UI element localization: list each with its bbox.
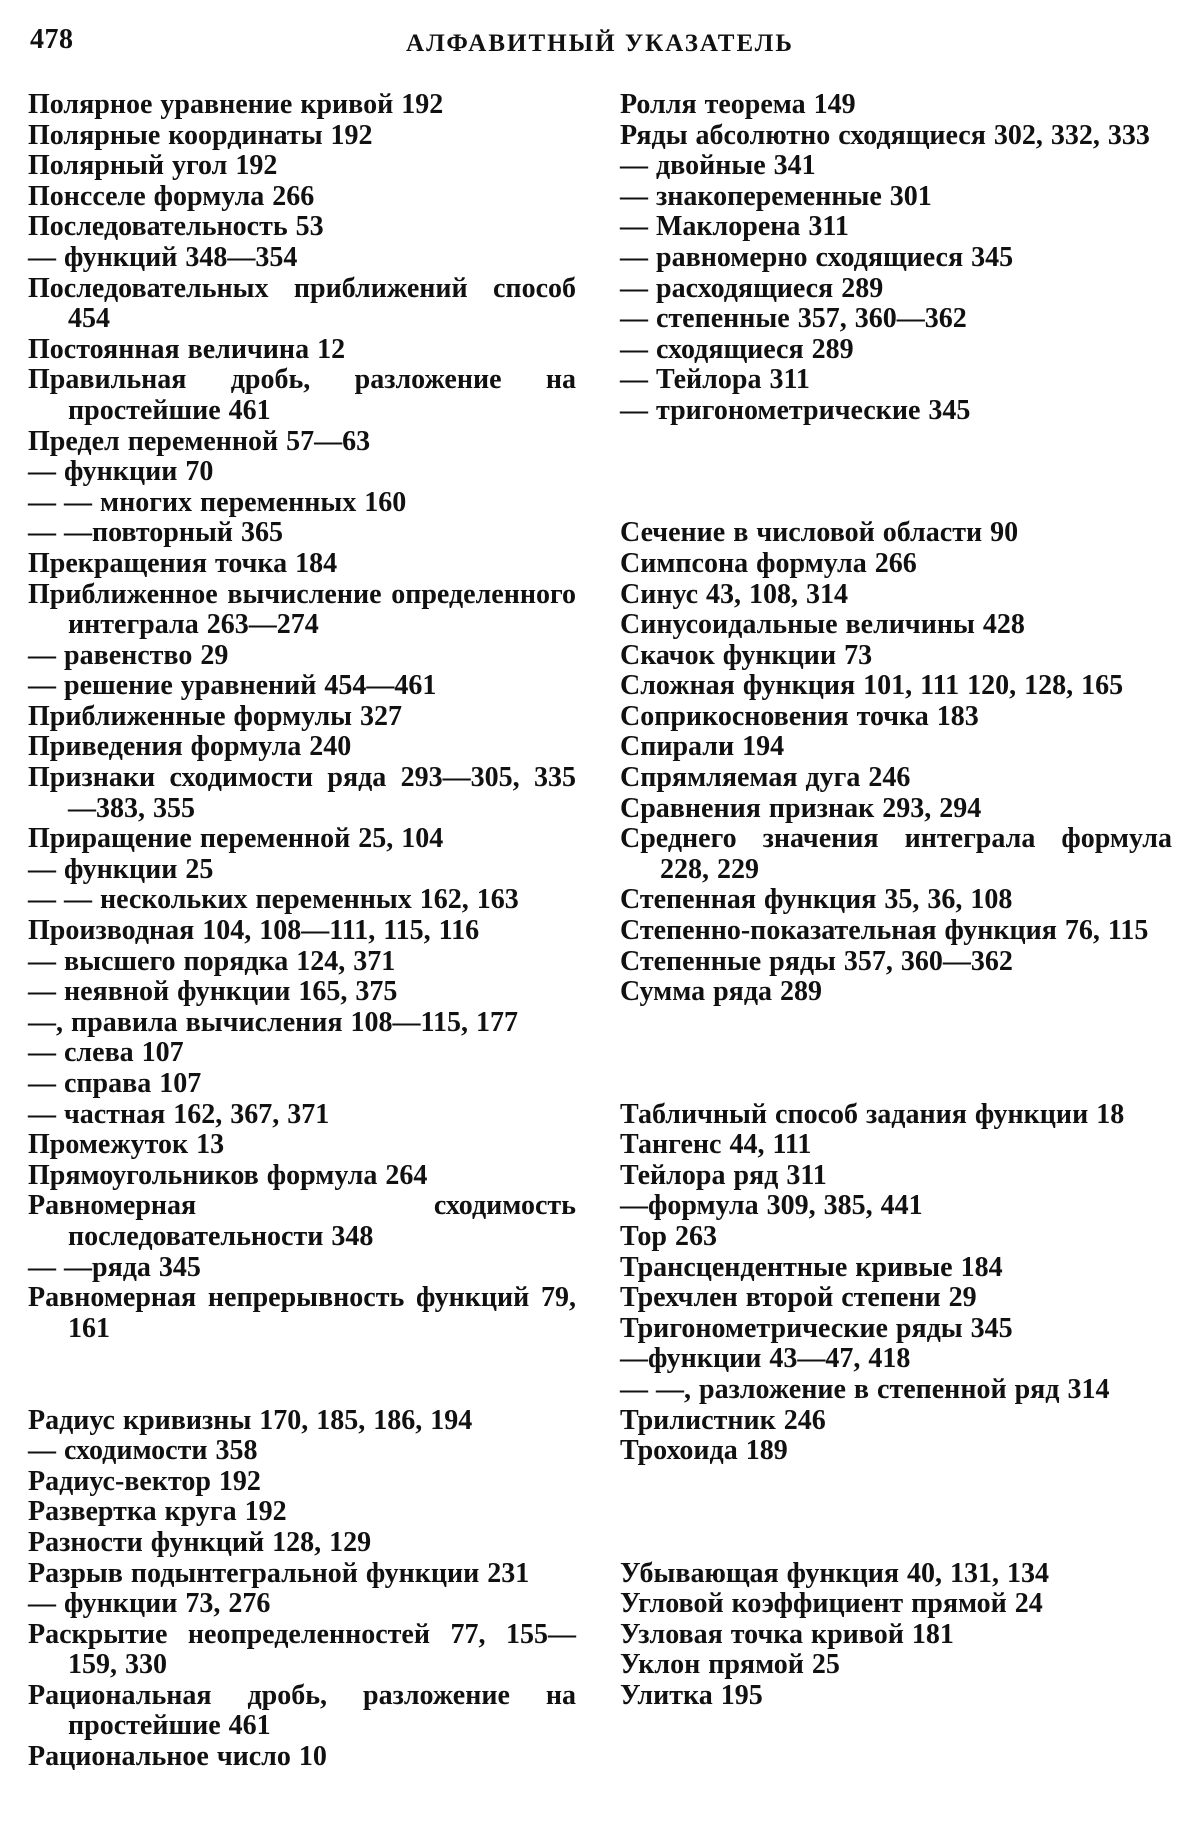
index-entry: — двойные 341 bbox=[620, 150, 816, 182]
index-entry: Степенные ряды 357, 360—362 bbox=[620, 945, 1013, 977]
index-entry: Радиус-вектор 192 bbox=[28, 1465, 261, 1497]
index-entry: Рациональная дробь, разложение на простейшие 461 bbox=[28, 1679, 576, 1742]
index-entry: Рациональное число 10 bbox=[28, 1741, 327, 1773]
index-column-right bbox=[620, 90, 1172, 1711]
index-entry: Приближенное вычисление определенного интеграла 263—274 bbox=[28, 578, 576, 641]
index-entry: —функции 43—47, 418 bbox=[620, 1343, 911, 1375]
index-entry: — — многих переменных 160 bbox=[28, 486, 407, 518]
index-entry: Разности функций 128, 129 bbox=[28, 1526, 372, 1558]
section-gap bbox=[28, 1375, 576, 1406]
index-entry: — неявной функции 165, 375 bbox=[28, 976, 398, 1008]
index-entry: Среднего значения интеграла формула 228, 229 bbox=[620, 823, 1172, 885]
index-entry: Развертка круга 192 bbox=[28, 1496, 287, 1528]
index-entry: Равномерная непрерывность функций 79, 161 bbox=[28, 1282, 576, 1344]
index-entry: Трохоида 189 bbox=[620, 1435, 788, 1467]
index-entry: — равенство 29 bbox=[28, 639, 229, 671]
section-gap bbox=[620, 427, 1172, 458]
index-entry: Полярные координаты 192 bbox=[28, 119, 373, 151]
index-entry: Равномерная сходимость последовательности 348 bbox=[28, 1190, 576, 1252]
section-gap bbox=[620, 1497, 1172, 1528]
index-entry: Сложная функция 101, 111 120, 128, 165 bbox=[620, 670, 1124, 702]
index-entry: Сечение в числовой области 90 bbox=[620, 517, 1019, 549]
index-entry: — знакопеременные 301 bbox=[620, 180, 932, 212]
index-entry: Последовательных приближений способ 454 bbox=[28, 272, 576, 335]
index-entry: Промежуток 13 bbox=[28, 1129, 225, 1161]
index-entry: —, правила вычисления 108—115, 177 bbox=[28, 1006, 519, 1038]
index-entry: Правильная дробь, разложение на простейшие 461 bbox=[28, 364, 576, 426]
index-entry: — функции 73, 276 bbox=[28, 1588, 271, 1620]
index-entry: — расходящиеся 289 bbox=[620, 272, 884, 304]
index-entry: Узловая точка кривой 181 bbox=[620, 1618, 954, 1650]
index-entry: Спрямляемая дуга 246 bbox=[620, 762, 911, 794]
index-entry: Тангенс 44, 111 bbox=[620, 1129, 812, 1161]
index-entry: — степенные 357, 360—362 bbox=[620, 303, 967, 335]
index-entry: Последовательность 53 bbox=[28, 211, 324, 243]
index-entry: Убывающая функция 40, 131, 134 bbox=[620, 1557, 1050, 1589]
index-entry: — сходящиеся 289 bbox=[620, 333, 854, 365]
section-gap bbox=[620, 1528, 1172, 1559]
index-entry: — —ряда 345 bbox=[28, 1251, 201, 1283]
index-entry: Приближенные формулы 327 bbox=[28, 700, 403, 732]
index-entry: Производная 104, 108—111, 115, 116 bbox=[28, 915, 480, 947]
index-entry: Ролля теорема 149 bbox=[620, 89, 856, 120]
index-entry: — справа 107 bbox=[28, 1068, 202, 1099]
index-entry: Радиус кривизны 170, 185, 186, 194 bbox=[28, 1404, 473, 1436]
index-entry: Полярный угол 192 bbox=[28, 150, 278, 182]
index-entry: Угловой коэффициент прямой 24 bbox=[620, 1588, 1043, 1620]
index-entry: Понсселе формула 266 bbox=[28, 180, 315, 212]
index-entry: — равномерно сходящиеся 345 bbox=[620, 241, 1014, 273]
index-entry: Полярное уравнение кривой 192 bbox=[28, 89, 444, 120]
index-entry: — Маклорена 311 bbox=[620, 211, 849, 243]
index-entry: — функции 70 bbox=[28, 456, 214, 488]
index-entry: Ряды абсолютно сходящиеся 302, 332, 333 bbox=[620, 119, 1150, 151]
index-entry: Синусоидальные величины 428 bbox=[620, 609, 1025, 641]
index-entry: Признаки сходимости ряда 293—305, 335—383, 355 bbox=[28, 762, 576, 824]
index-entry: Трансцендентные кривые 184 bbox=[620, 1251, 1003, 1283]
index-entry: Сумма ряда 289 bbox=[620, 976, 822, 1008]
index-entry: Улитка 195 bbox=[620, 1679, 763, 1711]
index-entry: Прямоугольников формула 264 bbox=[28, 1159, 428, 1191]
index-entry: — сходимости 358 bbox=[28, 1435, 258, 1467]
index-entry: Синус 43, 108, 314 bbox=[620, 578, 849, 610]
index-entry: Степенно-показательная функция 76, 115 bbox=[620, 915, 1149, 947]
index-entry: — слева 107 bbox=[28, 1037, 184, 1069]
index-entry: Степенная функция 35, 36, 108 bbox=[620, 884, 1013, 916]
index-entry: — — нескольких переменных 162, 163 bbox=[28, 884, 519, 916]
section-gap bbox=[620, 1069, 1172, 1100]
index-entry: Приведения формула 240 bbox=[28, 731, 352, 763]
index-entry: Скачок функции 73 bbox=[620, 639, 873, 671]
index-entry: Тригонометрические ряды 345 bbox=[620, 1312, 1013, 1344]
index-entry: — —, разложение в степенной ряд 314 bbox=[620, 1373, 1110, 1405]
index-entry: Тейлора ряд 311 bbox=[620, 1159, 827, 1191]
page-number: 478 bbox=[30, 24, 74, 55]
index-entry: Прекращения точка 184 bbox=[28, 547, 338, 579]
section-gap bbox=[620, 488, 1172, 519]
index-entry: — решение уравнений 454—461 bbox=[28, 670, 437, 702]
index-entry: Постоянная величина 12 bbox=[28, 333, 346, 365]
index-entry: Симпсона формула 266 bbox=[620, 547, 917, 579]
index-entry: Раскрытие неопределенностей 77, 155—159, 330 bbox=[28, 1618, 576, 1681]
index-entry: Предел переменной 57—63 bbox=[28, 425, 371, 457]
index-entry: Соприкосновения точка 183 bbox=[620, 700, 979, 732]
index-entry: Уклон прямой 25 bbox=[620, 1649, 840, 1681]
index-entry: Трехчлен второй степени 29 bbox=[620, 1282, 977, 1314]
index-entry: Разрыв подынтегральной функции 231 bbox=[28, 1557, 530, 1589]
section-gap bbox=[620, 457, 1172, 488]
index-entry: Тор 263 bbox=[620, 1220, 717, 1252]
index-entry: — частная 162, 367, 371 bbox=[28, 1098, 330, 1130]
section-gap bbox=[620, 1008, 1172, 1039]
index-entry: — тригонометрические 345 bbox=[620, 394, 971, 426]
index-entry: — Тейлора 311 bbox=[620, 364, 810, 396]
index-entry: — функций 348—354 bbox=[28, 241, 298, 273]
index-entry: Трилистник 246 bbox=[620, 1404, 826, 1436]
index-entry: — функции 25 bbox=[28, 853, 214, 885]
index-column-left bbox=[28, 90, 576, 1773]
section-gap bbox=[28, 1344, 576, 1375]
index-entry: Спирали 194 bbox=[620, 731, 785, 763]
index-entry: Сравнения признак 293, 294 bbox=[620, 792, 982, 824]
running-head: АЛФАВИТНЫЙ УКАЗАТЕЛЬ bbox=[406, 30, 794, 57]
index-entry: — —повторный 365 bbox=[28, 517, 283, 549]
section-gap bbox=[620, 1467, 1172, 1498]
index-entry: —формула 309, 385, 441 bbox=[620, 1190, 923, 1222]
index-entry: Приращение переменной 25, 104 bbox=[28, 823, 444, 855]
section-gap bbox=[620, 1038, 1172, 1069]
index-entry: — высшего порядка 124, 371 bbox=[28, 945, 396, 977]
index-entry: Табличный способ задания функции 18 bbox=[620, 1098, 1125, 1130]
